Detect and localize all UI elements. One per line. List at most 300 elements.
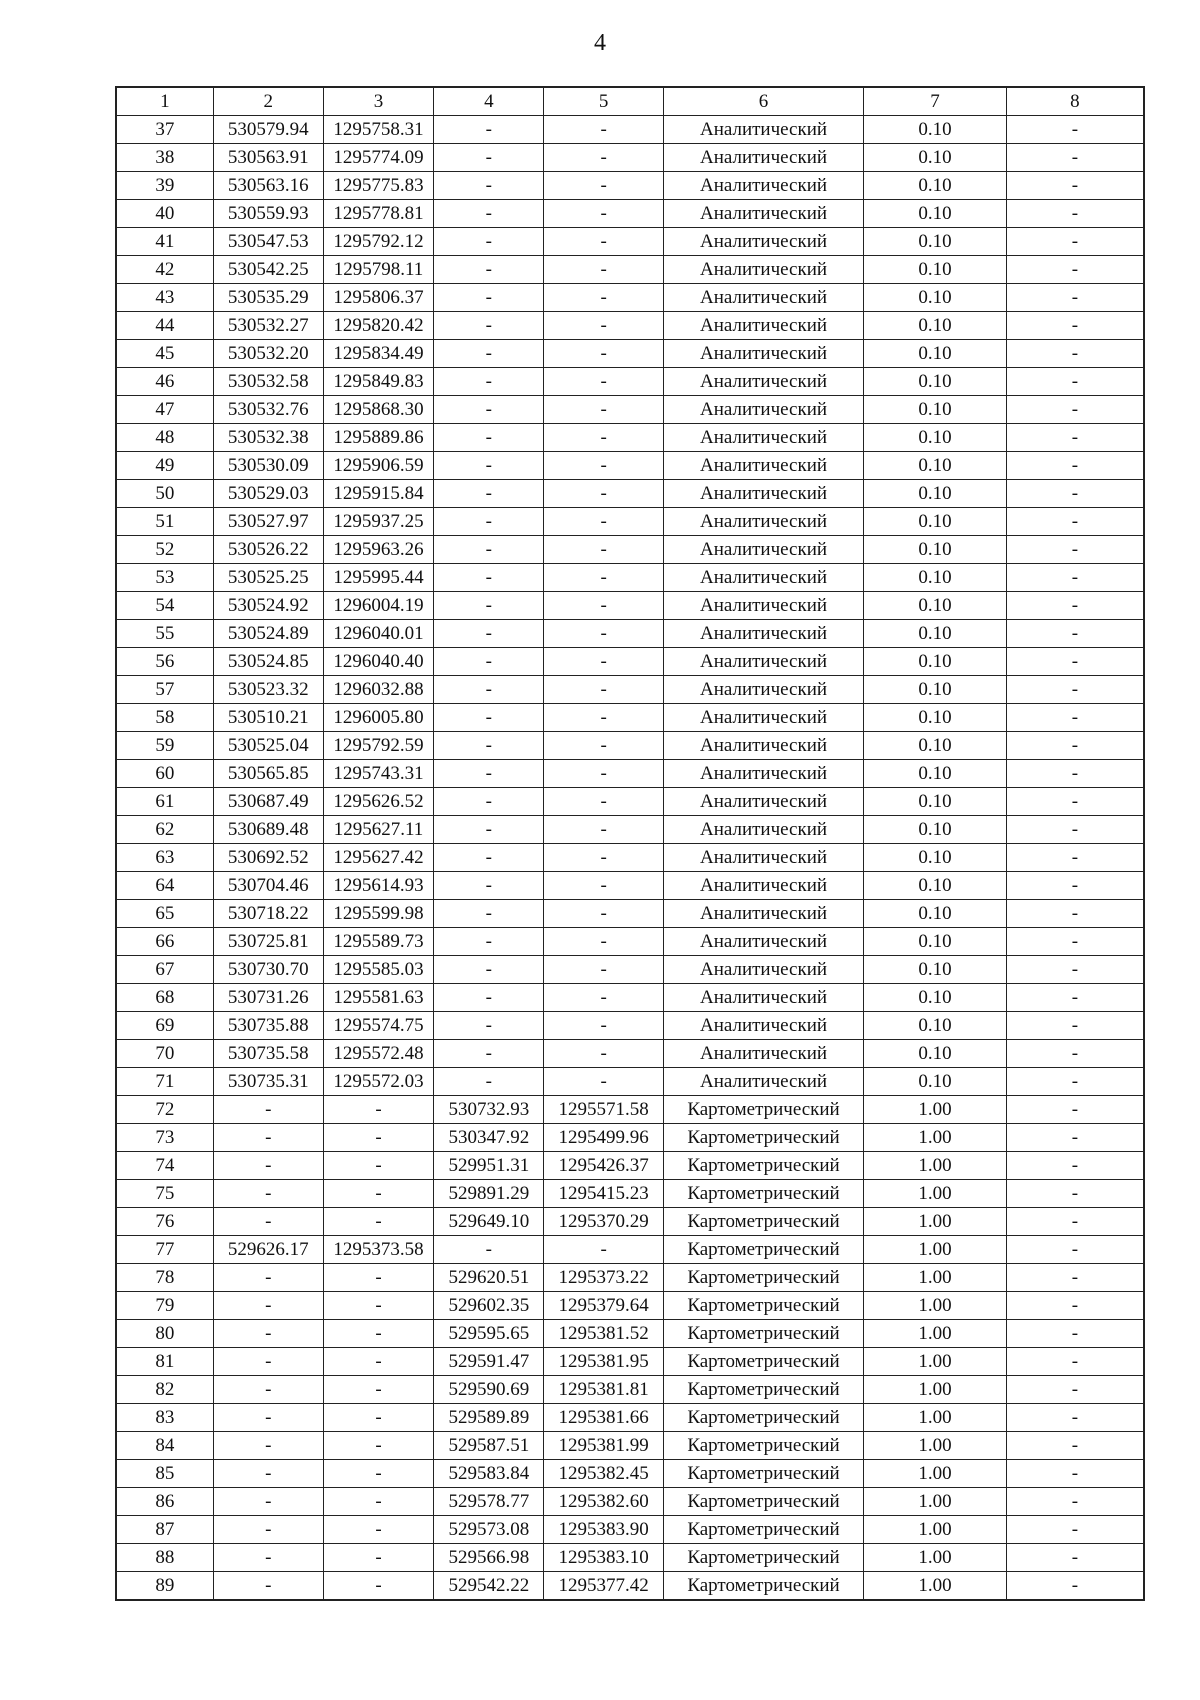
- table-cell: -: [1006, 1236, 1144, 1264]
- table-cell: 1295585.03: [323, 956, 433, 984]
- table-cell: Аналитический: [663, 116, 863, 144]
- table-cell: -: [434, 564, 544, 592]
- table-cell: 1295571.58: [544, 1096, 663, 1124]
- table-cell: -: [213, 1488, 323, 1516]
- table-cell: Аналитический: [663, 256, 863, 284]
- table-cell: -: [434, 368, 544, 396]
- table-cell: 529951.31: [434, 1152, 544, 1180]
- table-cell: -: [434, 536, 544, 564]
- table-cell: -: [1006, 1096, 1144, 1124]
- table-cell: 78: [116, 1264, 213, 1292]
- table-cell: 529620.51: [434, 1264, 544, 1292]
- table-cell: -: [434, 704, 544, 732]
- table-cell: Картометрический: [663, 1180, 863, 1208]
- table-cell: 1295381.99: [544, 1432, 663, 1460]
- table-cell: 1295792.59: [323, 732, 433, 760]
- table-cell: -: [544, 172, 663, 200]
- table-cell: 1295792.12: [323, 228, 433, 256]
- table-cell: -: [213, 1264, 323, 1292]
- table-cell: 75: [116, 1180, 213, 1208]
- table-cell: -: [323, 1208, 433, 1236]
- table-cell: -: [323, 1348, 433, 1376]
- table-cell: -: [323, 1124, 433, 1152]
- table-row: [116, 340, 1144, 368]
- column-header: 3: [323, 87, 433, 116]
- table-cell: -: [544, 844, 663, 872]
- table-cell: 1.00: [864, 1320, 1007, 1348]
- table-cell: Аналитический: [663, 368, 863, 396]
- table-cell: 1295868.30: [323, 396, 433, 424]
- table-cell: 0.10: [864, 732, 1007, 760]
- table-cell: 530547.53: [213, 228, 323, 256]
- table-cell: 1295426.37: [544, 1152, 663, 1180]
- column-header: 4: [434, 87, 544, 116]
- table-cell: 1295937.25: [323, 508, 433, 536]
- table-cell: 1.00: [864, 1208, 1007, 1236]
- table-cell: Аналитический: [663, 424, 863, 452]
- table-cell: -: [1006, 1292, 1144, 1320]
- table-cell: -: [323, 1460, 433, 1488]
- table-cell: Аналитический: [663, 564, 863, 592]
- table-cell: 56: [116, 648, 213, 676]
- table-cell: -: [434, 592, 544, 620]
- table-cell: 57: [116, 676, 213, 704]
- table-cell: Аналитический: [663, 396, 863, 424]
- table-cell: 54: [116, 592, 213, 620]
- table-cell: 1.00: [864, 1236, 1007, 1264]
- table-row: [116, 228, 1144, 256]
- table-cell: -: [434, 480, 544, 508]
- table-cell: -: [434, 900, 544, 928]
- table-cell: -: [1006, 1348, 1144, 1376]
- table-cell: 530732.93: [434, 1096, 544, 1124]
- table-cell: 88: [116, 1544, 213, 1572]
- table-cell: 529578.77: [434, 1488, 544, 1516]
- table-cell: -: [323, 1376, 433, 1404]
- table-cell: 1.00: [864, 1572, 1007, 1601]
- table-cell: -: [434, 732, 544, 760]
- table-cell: 530524.92: [213, 592, 323, 620]
- table-cell: 1.00: [864, 1516, 1007, 1544]
- table-cell: -: [323, 1152, 433, 1180]
- table-cell: 59: [116, 732, 213, 760]
- table-cell: 529542.22: [434, 1572, 544, 1601]
- table-cell: 0.10: [864, 592, 1007, 620]
- table-cell: -: [1006, 116, 1144, 144]
- table-cell: -: [1006, 1040, 1144, 1068]
- table-cell: -: [544, 676, 663, 704]
- table-cell: -: [434, 676, 544, 704]
- table-cell: 43: [116, 284, 213, 312]
- table-row: [116, 1292, 1144, 1320]
- table-cell: Картометрический: [663, 1208, 863, 1236]
- table-cell: -: [213, 1292, 323, 1320]
- table-cell: -: [544, 564, 663, 592]
- table-cell: 1295572.48: [323, 1040, 433, 1068]
- table-cell: 1.00: [864, 1096, 1007, 1124]
- table-cell: -: [1006, 396, 1144, 424]
- table-cell: 1295906.59: [323, 452, 433, 480]
- column-header: 8: [1006, 87, 1144, 116]
- table-cell: -: [434, 844, 544, 872]
- table-cell: 1295572.03: [323, 1068, 433, 1096]
- table-cell: 530735.31: [213, 1068, 323, 1096]
- table-cell: 529583.84: [434, 1460, 544, 1488]
- table-row: [116, 1208, 1144, 1236]
- table-row: [116, 480, 1144, 508]
- table-cell: -: [1006, 1180, 1144, 1208]
- table-cell: 85: [116, 1460, 213, 1488]
- table-cell: Картометрический: [663, 1460, 863, 1488]
- table-row: [116, 872, 1144, 900]
- table-row: [116, 256, 1144, 284]
- table-row: [116, 760, 1144, 788]
- table-cell: -: [1006, 1460, 1144, 1488]
- table-cell: 52: [116, 536, 213, 564]
- table-cell: 87: [116, 1516, 213, 1544]
- table-cell: 1295377.42: [544, 1572, 663, 1601]
- table-cell: 1.00: [864, 1460, 1007, 1488]
- table-cell: 530532.58: [213, 368, 323, 396]
- table-cell: 530735.88: [213, 1012, 323, 1040]
- table-cell: 1295915.84: [323, 480, 433, 508]
- table-cell: -: [323, 1432, 433, 1460]
- table-row: [116, 144, 1144, 172]
- table-cell: Аналитический: [663, 172, 863, 200]
- table-cell: 0.10: [864, 284, 1007, 312]
- column-header: 2: [213, 87, 323, 116]
- table-cell: -: [434, 1040, 544, 1068]
- table-cell: 1295589.73: [323, 928, 433, 956]
- table-cell: 1295798.11: [323, 256, 433, 284]
- table-cell: Картометрический: [663, 1572, 863, 1601]
- table-cell: -: [544, 1012, 663, 1040]
- table-cell: 51: [116, 508, 213, 536]
- table-cell: -: [213, 1432, 323, 1460]
- table-cell: Аналитический: [663, 340, 863, 368]
- table-cell: -: [434, 956, 544, 984]
- table-cell: 0.10: [864, 368, 1007, 396]
- table-cell: 1.00: [864, 1152, 1007, 1180]
- table-cell: -: [1006, 228, 1144, 256]
- table-cell: 1.00: [864, 1376, 1007, 1404]
- table-cell: 530725.81: [213, 928, 323, 956]
- table-cell: Картометрический: [663, 1432, 863, 1460]
- table-cell: 1.00: [864, 1292, 1007, 1320]
- table-cell: -: [434, 200, 544, 228]
- table-cell: -: [434, 116, 544, 144]
- table-cell: -: [434, 816, 544, 844]
- table-header: [116, 87, 1144, 116]
- table-cell: Аналитический: [663, 536, 863, 564]
- table-cell: -: [1006, 1376, 1144, 1404]
- table-cell: 46: [116, 368, 213, 396]
- table-cell: 50: [116, 480, 213, 508]
- table-cell: -: [434, 788, 544, 816]
- table-cell: -: [1006, 424, 1144, 452]
- table-cell: -: [1006, 816, 1144, 844]
- table-cell: 0.10: [864, 620, 1007, 648]
- table-cell: -: [1006, 1488, 1144, 1516]
- table-cell: -: [1006, 984, 1144, 1012]
- table-cell: 1295383.90: [544, 1516, 663, 1544]
- table-cell: Аналитический: [663, 844, 863, 872]
- page-number: 4: [594, 30, 606, 56]
- coordinates-table: [115, 86, 1145, 1601]
- table-cell: -: [1006, 1432, 1144, 1460]
- table-cell: 1296005.80: [323, 704, 433, 732]
- table-row: [116, 620, 1144, 648]
- table-cell: 64: [116, 872, 213, 900]
- column-header: 6: [663, 87, 863, 116]
- table-cell: -: [544, 900, 663, 928]
- table-row: [116, 1096, 1144, 1124]
- table-cell: Аналитический: [663, 676, 863, 704]
- table-cell: 529573.08: [434, 1516, 544, 1544]
- table-cell: Аналитический: [663, 312, 863, 340]
- table-cell: -: [1006, 788, 1144, 816]
- table-cell: -: [323, 1516, 433, 1544]
- table-cell: 0.10: [864, 424, 1007, 452]
- table-cell: Картометрический: [663, 1236, 863, 1264]
- table-cell: Картометрический: [663, 1320, 863, 1348]
- table-cell: 0.10: [864, 228, 1007, 256]
- table-cell: -: [544, 704, 663, 732]
- table-cell: 530689.48: [213, 816, 323, 844]
- table-cell: -: [1006, 368, 1144, 396]
- table-row: [116, 1376, 1144, 1404]
- table-cell: -: [323, 1292, 433, 1320]
- table-cell: -: [213, 1460, 323, 1488]
- table-cell: 529891.29: [434, 1180, 544, 1208]
- table-row: [116, 1404, 1144, 1432]
- table-cell: 530731.26: [213, 984, 323, 1012]
- table-cell: -: [434, 144, 544, 172]
- table-cell: 0.10: [864, 564, 1007, 592]
- table-cell: 1.00: [864, 1432, 1007, 1460]
- table-cell: Аналитический: [663, 1068, 863, 1096]
- table-cell: Аналитический: [663, 788, 863, 816]
- table-cell: 0.10: [864, 676, 1007, 704]
- table-row: [116, 200, 1144, 228]
- table-cell: 1295415.23: [544, 1180, 663, 1208]
- table-cell: -: [434, 452, 544, 480]
- table-cell: 530347.92: [434, 1124, 544, 1152]
- table-cell: Картометрический: [663, 1152, 863, 1180]
- table-row: [116, 1460, 1144, 1488]
- table-row: [116, 536, 1144, 564]
- table-cell: -: [1006, 1208, 1144, 1236]
- table-cell: -: [544, 816, 663, 844]
- table-cell: 1.00: [864, 1124, 1007, 1152]
- table-cell: -: [1006, 1264, 1144, 1292]
- table-row: [116, 676, 1144, 704]
- table-cell: 38: [116, 144, 213, 172]
- table-cell: -: [544, 984, 663, 1012]
- table-cell: -: [544, 592, 663, 620]
- table-cell: -: [544, 928, 663, 956]
- table-cell: Аналитический: [663, 704, 863, 732]
- table-cell: 1295381.95: [544, 1348, 663, 1376]
- table-cell: 530692.52: [213, 844, 323, 872]
- table-cell: -: [1006, 480, 1144, 508]
- table-cell: 0.10: [864, 200, 1007, 228]
- table-cell: 1295370.29: [544, 1208, 663, 1236]
- table-cell: 529566.98: [434, 1544, 544, 1572]
- table-cell: 1295743.31: [323, 760, 433, 788]
- table-cell: Аналитический: [663, 480, 863, 508]
- table-cell: 530527.97: [213, 508, 323, 536]
- table-row: [116, 956, 1144, 984]
- table-cell: 1295381.81: [544, 1376, 663, 1404]
- table-cell: -: [434, 760, 544, 788]
- table-cell: 530718.22: [213, 900, 323, 928]
- table-cell: 0.10: [864, 872, 1007, 900]
- table-cell: 70: [116, 1040, 213, 1068]
- table-cell: 530687.49: [213, 788, 323, 816]
- table-cell: 530542.25: [213, 256, 323, 284]
- table-cell: 530563.91: [213, 144, 323, 172]
- table-cell: -: [1006, 620, 1144, 648]
- table-cell: 40: [116, 200, 213, 228]
- table-cell: 529626.17: [213, 1236, 323, 1264]
- table-cell: Аналитический: [663, 452, 863, 480]
- table-cell: -: [434, 256, 544, 284]
- table-cell: 0.10: [864, 312, 1007, 340]
- table-cell: 1296040.01: [323, 620, 433, 648]
- table-cell: 0.10: [864, 760, 1007, 788]
- table-cell: -: [544, 368, 663, 396]
- table-cell: -: [434, 928, 544, 956]
- table-cell: 1.00: [864, 1404, 1007, 1432]
- table-cell: 1295774.09: [323, 144, 433, 172]
- table-cell: 61: [116, 788, 213, 816]
- table-cell: -: [1006, 144, 1144, 172]
- table-cell: -: [323, 1404, 433, 1432]
- table-row: [116, 1572, 1144, 1601]
- table-cell: 1295775.83: [323, 172, 433, 200]
- table-cell: 68: [116, 984, 213, 1012]
- table-cell: -: [434, 648, 544, 676]
- table-row: [116, 900, 1144, 928]
- table-cell: 530524.89: [213, 620, 323, 648]
- table-cell: 0.10: [864, 172, 1007, 200]
- table-cell: -: [434, 508, 544, 536]
- table-row: [116, 564, 1144, 592]
- table-cell: 530532.76: [213, 396, 323, 424]
- table-cell: -: [323, 1544, 433, 1572]
- table-cell: 0.10: [864, 144, 1007, 172]
- table-cell: -: [213, 1348, 323, 1376]
- table-cell: -: [1006, 1124, 1144, 1152]
- table-cell: 1295381.52: [544, 1320, 663, 1348]
- table-row: [116, 1236, 1144, 1264]
- table-row: [116, 1544, 1144, 1572]
- table-cell: 530532.38: [213, 424, 323, 452]
- table-cell: 530524.85: [213, 648, 323, 676]
- table-cell: Аналитический: [663, 928, 863, 956]
- table-cell: -: [544, 116, 663, 144]
- table-cell: -: [213, 1124, 323, 1152]
- table-cell: -: [544, 424, 663, 452]
- table-cell: Аналитический: [663, 732, 863, 760]
- table-cell: -: [544, 144, 663, 172]
- table-cell: 0.10: [864, 1068, 1007, 1096]
- table-cell: -: [544, 200, 663, 228]
- table-cell: 530530.09: [213, 452, 323, 480]
- table-cell: Аналитический: [663, 284, 863, 312]
- table-cell: -: [544, 1236, 663, 1264]
- table-cell: -: [544, 760, 663, 788]
- table-cell: -: [1006, 928, 1144, 956]
- table-cell: -: [1006, 956, 1144, 984]
- table-cell: Аналитический: [663, 200, 863, 228]
- table-cell: -: [213, 1152, 323, 1180]
- table-cell: -: [434, 172, 544, 200]
- table-row: [116, 1320, 1144, 1348]
- table-cell: 37: [116, 116, 213, 144]
- table-cell: Аналитический: [663, 872, 863, 900]
- table-cell: Картометрический: [663, 1348, 863, 1376]
- table-cell: 44: [116, 312, 213, 340]
- table-cell: -: [434, 984, 544, 1012]
- table-cell: -: [544, 1068, 663, 1096]
- header-row: [116, 87, 1144, 116]
- table-cell: 530559.93: [213, 200, 323, 228]
- table-cell: Аналитический: [663, 816, 863, 844]
- table-row: [116, 816, 1144, 844]
- table-row: [116, 1152, 1144, 1180]
- table-cell: 72: [116, 1096, 213, 1124]
- table-cell: 1.00: [864, 1544, 1007, 1572]
- table-cell: 0.10: [864, 1012, 1007, 1040]
- column-header: 7: [864, 87, 1007, 116]
- table-cell: 79: [116, 1292, 213, 1320]
- table-cell: 530563.16: [213, 172, 323, 200]
- table-cell: -: [544, 396, 663, 424]
- table-cell: -: [323, 1572, 433, 1601]
- table-cell: -: [1006, 1516, 1144, 1544]
- table-cell: 0.10: [864, 396, 1007, 424]
- table-cell: 0.10: [864, 116, 1007, 144]
- table-cell: 0.10: [864, 508, 1007, 536]
- table-cell: 1296032.88: [323, 676, 433, 704]
- table-cell: -: [544, 732, 663, 760]
- table-row: [116, 452, 1144, 480]
- table-row: [116, 1516, 1144, 1544]
- table-cell: Аналитический: [663, 1040, 863, 1068]
- table-cell: -: [434, 1236, 544, 1264]
- table-cell: Картометрический: [663, 1292, 863, 1320]
- table-cell: 1295758.31: [323, 116, 433, 144]
- table-cell: 530525.25: [213, 564, 323, 592]
- table-cell: 1296040.40: [323, 648, 433, 676]
- table-cell: -: [1006, 1012, 1144, 1040]
- table-cell: Аналитический: [663, 592, 863, 620]
- table-cell: -: [544, 788, 663, 816]
- table-cell: 74: [116, 1152, 213, 1180]
- table-cell: 63: [116, 844, 213, 872]
- table-cell: Аналитический: [663, 228, 863, 256]
- table-cell: 0.10: [864, 648, 1007, 676]
- table-cell: 60: [116, 760, 213, 788]
- table-cell: 47: [116, 396, 213, 424]
- table-cell: -: [544, 620, 663, 648]
- table-cell: 81: [116, 1348, 213, 1376]
- table-cell: 82: [116, 1376, 213, 1404]
- table-cell: 530525.04: [213, 732, 323, 760]
- table-cell: 0.10: [864, 704, 1007, 732]
